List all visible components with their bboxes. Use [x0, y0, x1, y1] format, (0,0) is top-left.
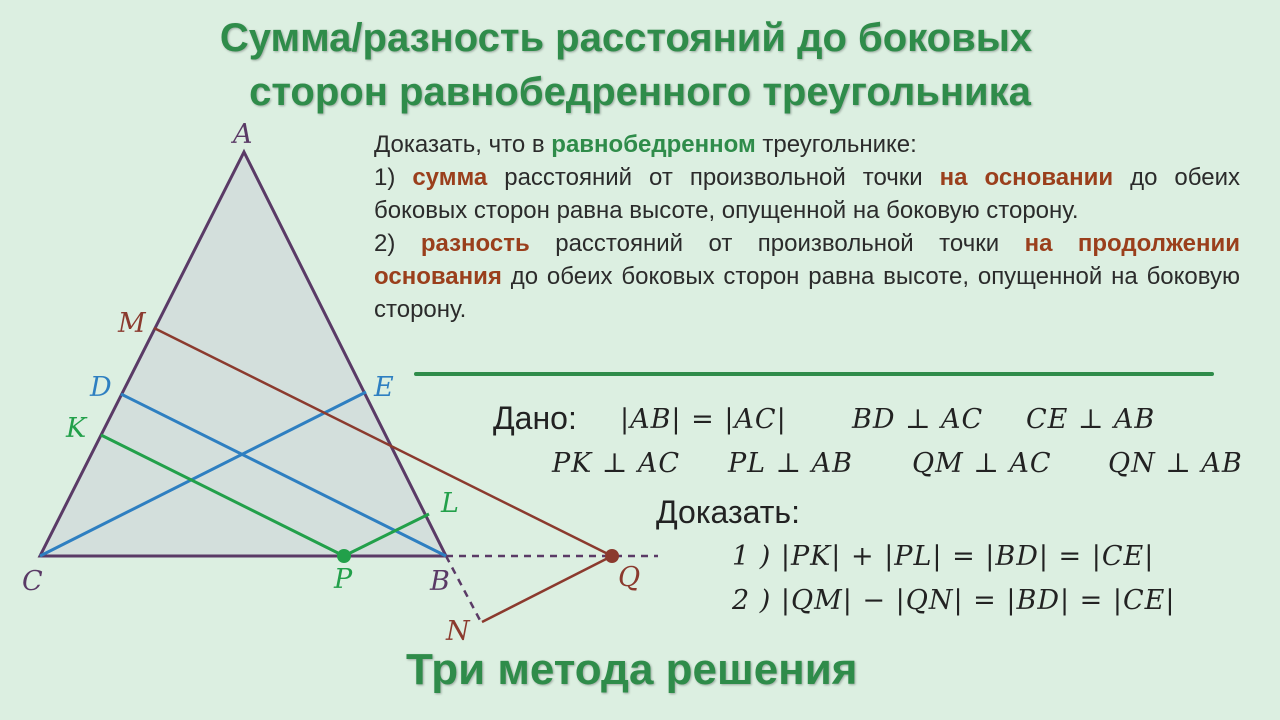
task-intro — [374, 128, 1240, 161]
highlight-difference: разность — [420, 230, 530, 257]
task-item-2 — [374, 227, 1240, 326]
label-p: P — [334, 564, 353, 595]
given-ab-eq-ac: |AB| = |AC| — [620, 404, 787, 435]
given-label: Дано: — [493, 400, 577, 436]
label-b: B — [430, 566, 450, 597]
label-c: C — [22, 566, 43, 597]
given-pl-perp-ab: PL ⊥ AB — [728, 448, 853, 479]
item1-end: до обеих боковых сторон равна высоте, опущенной на боковую сторону. — [374, 164, 1241, 224]
item2-number: 2) — [374, 230, 421, 257]
title-line-1: Сумма/разность расстояний до боковых — [219, 16, 1033, 60]
task-intro-end: треугольнике: — [755, 131, 917, 158]
given-qn-perp-ab: QN ⊥ AB — [1108, 448, 1243, 479]
side-ab-extension — [446, 556, 482, 624]
label-l: L — [441, 488, 459, 519]
item1-number: 1) — [374, 164, 413, 191]
given-bd-perp-ac: BD ⊥ AC — [852, 404, 984, 435]
given-qm-perp-ac: QM ⊥ AC — [912, 448, 1052, 479]
footer-methods: Три метода решения — [406, 645, 858, 694]
prove-statement-2: 2 ) |QM| − |QN| = |BD| = |CE| — [732, 585, 1176, 616]
point-p-dot — [337, 549, 351, 563]
title-line-2: сторон равнобедренного треугольника — [249, 70, 1031, 114]
label-e: E — [374, 372, 394, 403]
label-q: Q — [618, 562, 641, 593]
highlight-sum: сумма — [412, 164, 488, 191]
item2-end: до обеих боковых сторон равна высоте, опущенной на боковую сторону. — [374, 263, 1240, 323]
prove-statement-1: 1 ) |PK| + |PL| = |BD| = |CE| — [732, 541, 1155, 572]
task-statement — [374, 128, 1240, 326]
label-d: D — [90, 372, 112, 403]
item2-middle: расстояний от произвольной точки — [529, 230, 1025, 257]
given-pk-perp-ac: PK ⊥ AC — [552, 448, 681, 479]
highlight-isosceles: равнобедренном — [551, 131, 756, 158]
label-k: K — [66, 413, 87, 444]
highlight-on-base: на основании — [939, 164, 1114, 191]
prove-label: Доказать: — [656, 494, 800, 530]
point-q-dot — [605, 549, 619, 563]
label-m: M — [118, 308, 146, 339]
label-a: A — [233, 119, 253, 150]
perp-qn — [482, 556, 612, 622]
divider-line — [414, 372, 1214, 376]
item1-middle: расстояний от произвольной точки — [487, 164, 940, 191]
given-ce-perp-ab: CE ⊥ AB — [1026, 404, 1156, 435]
label-n: N — [446, 616, 470, 647]
task-intro-text: Доказать, что в — [374, 131, 552, 158]
task-item-1 — [374, 161, 1240, 227]
highlight-on-extension: на продолжении основания — [374, 230, 1240, 290]
